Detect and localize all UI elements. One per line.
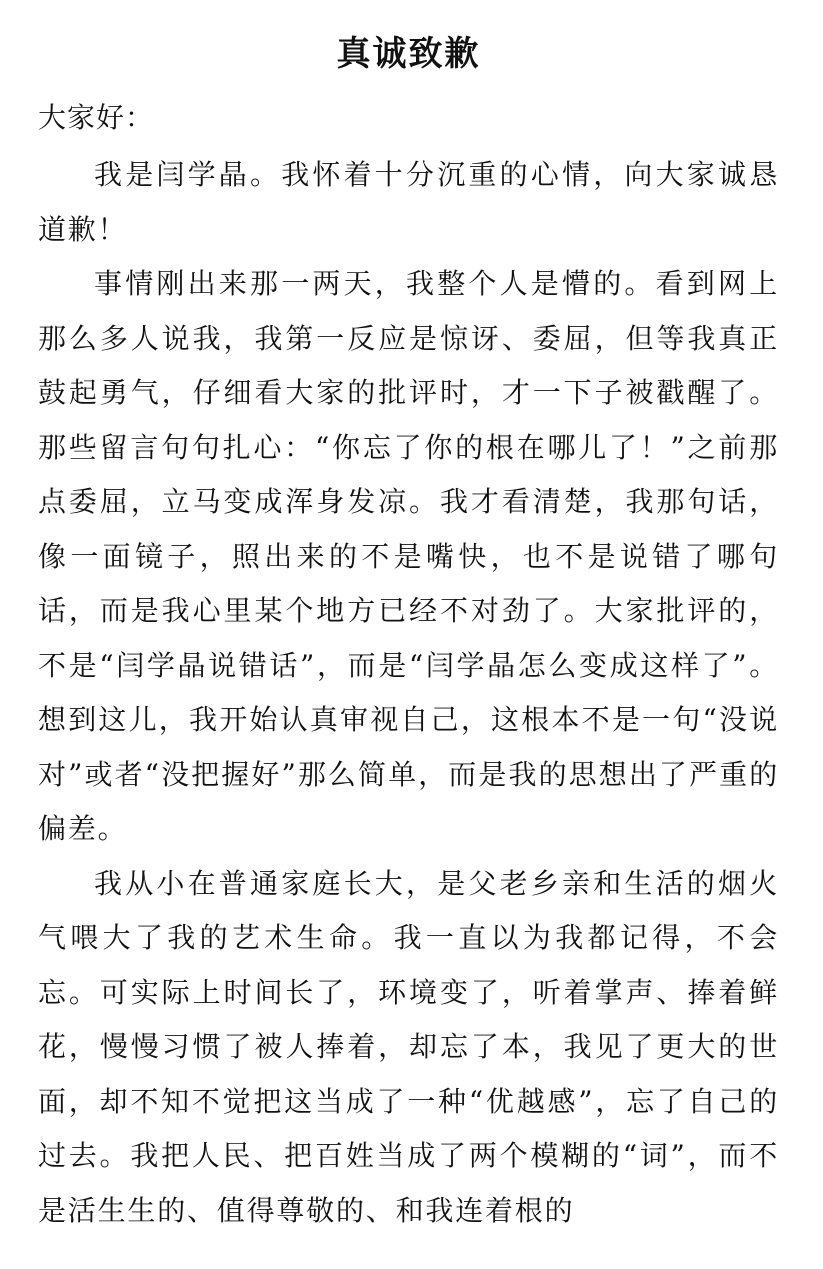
document-title: 真诚致歉 [336,34,481,74]
paragraph-reflection: 事情刚出来那一两天，我整个人是懵的。看到网上那么多人说我，我第一反应是惊讶、委屈，但等我真正鼓起勇气，仔细看大家的批评时，才一下子被戳醒了。那些留言句句扎心：“你忘了你的根在哪儿了！”之前那点委屈，立马变成浑身发凉。我才看清楚，我那句话，像一面镜子，照出来的不是嘴快，也不是说错了哪句话，而是我心里某个地方已经不对劲了。大家批评的，不是“闫学晶说错话”，而是“闫学晶怎么变成这样了”。想到这儿，我开始认真审视自己，这根本不是一句“没说对”或者“没把握好”那么简单，而是我的思想出了严重的偏差。 [38,267,779,845]
greeting-line: 大家好： [38,101,155,134]
paragraph-apology: 我是闫学晶。我怀着十分沉重的心情，向大家诚恳道歉！ [38,158,779,246]
paragraph-background: 我从小在普通家庭长大，是父老乡亲和生活的烟火气喂大了我的艺术生命。我一直以为我都记得，不会忘。可实际上时间长了，环境变了，听着掌声、捧着鲜花，慢慢习惯了被人捧着，却忘了本，我见了更大的世面，却不知不觉把这当成了一种“优越感”，忘了自己的过去。我把人民、把百姓当成了两个模糊的“词”，而不是活生生的、值得尊敬的、和我连着根的 [38,866,779,1227]
